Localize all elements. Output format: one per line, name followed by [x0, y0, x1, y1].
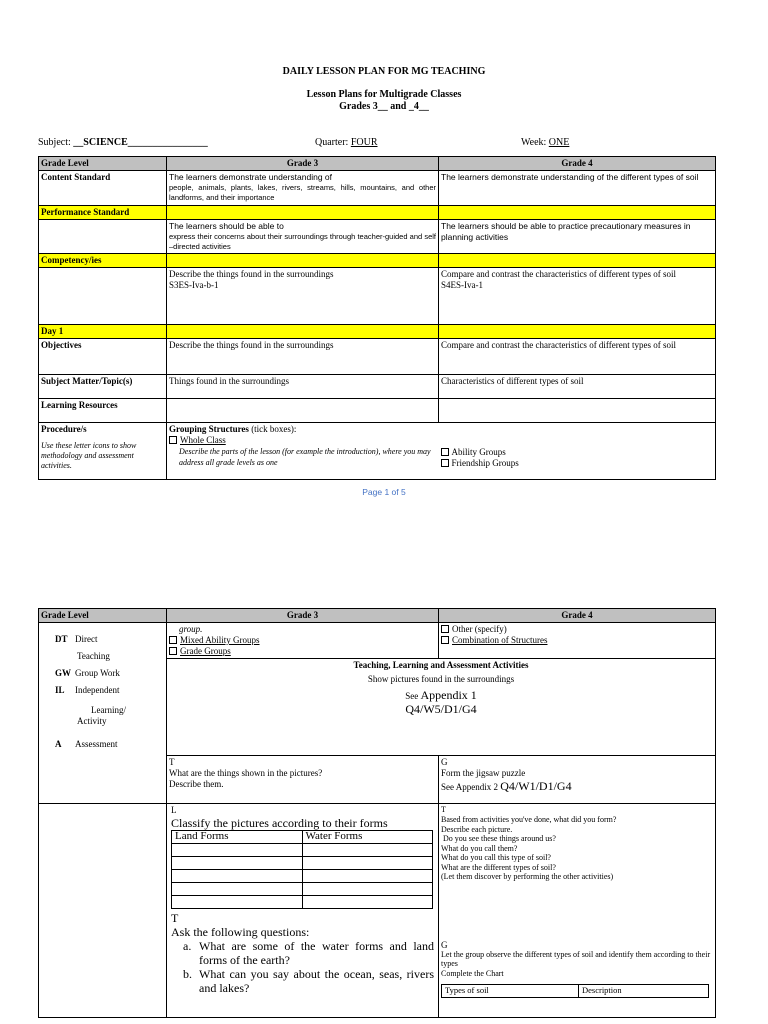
quarter-label: Quarter: [315, 137, 349, 148]
tla-see: See [405, 691, 419, 701]
question-b-text: What can you say about the ocean, seas, rivers and lakes? [199, 967, 434, 995]
competency-g4-line1: Compare and contrast the characteristics of different types of soil [441, 269, 677, 279]
forms-cell[interactable] [302, 883, 433, 896]
l-row-empty [39, 804, 167, 1018]
legend-il [55, 682, 166, 699]
lesson-plan-table-page2 [38, 608, 716, 1018]
legend-code-gw: GW [55, 668, 72, 678]
l-letter-g3: L [171, 805, 177, 815]
legend-a-line1: Assessment [75, 739, 118, 749]
l-row-g3 [167, 804, 439, 1018]
g4-question-line: (Let them discover by performing the other activities) [441, 872, 614, 881]
question-b-marker: b. [183, 967, 192, 981]
forms-header-water: Water Forms [302, 831, 433, 844]
week-value: ONE [548, 137, 570, 148]
forms-cell[interactable] [172, 896, 303, 909]
whole-class-label: Whole Class [180, 435, 226, 445]
performance-standard-label: Performance Standard [39, 206, 167, 220]
forms-cell[interactable] [172, 883, 303, 896]
performance-standard-band-g3 [167, 206, 439, 220]
l-row-g4 [439, 804, 716, 1018]
subject-matter-g3: Things found in the surroundings [167, 375, 439, 399]
subject-value: __SCIENCE________________ [73, 137, 208, 148]
objectives-g4: Compare and contrast the characteristics of different types of soil [439, 339, 716, 375]
ask-questions: Ask the following questions: [171, 925, 310, 939]
col-header-grade4-2: Grade 4 [439, 609, 716, 623]
g4-group-instruction: Let the group observe the different types of soil and identify them according to their types [441, 949, 711, 968]
subject-field [38, 137, 208, 148]
t-row-g4-see: See Appendix 2 [441, 782, 498, 792]
tla-code: Q4/W5/D1/G4 [405, 702, 477, 716]
t-row-g3-q2: Describe them. [169, 779, 224, 789]
content-standard-g3 [167, 171, 439, 206]
question-a [171, 939, 434, 967]
forms-cell[interactable] [172, 844, 303, 857]
whole-class-checkbox[interactable] [169, 436, 177, 444]
friendship-groups-checkbox[interactable] [441, 459, 449, 467]
t-letter-g4: T [441, 805, 446, 814]
forms-cell[interactable] [302, 870, 433, 883]
col-header-grade3-2: Grade 3 [167, 609, 439, 623]
day-label: Day 1 [39, 325, 167, 339]
subject-matter-label: Subject Matter/Topic(s) [39, 375, 167, 399]
day-band-g3 [167, 325, 439, 339]
forms-table [171, 830, 433, 909]
t-row-g4-code: Q4/W1/D1/G4 [500, 779, 572, 793]
objectives-g3: Describe the things found in the surroundings [167, 339, 439, 375]
subject-label: Subject: [38, 137, 71, 148]
legend-code-a: A [55, 739, 62, 749]
soil-chart-table [441, 984, 709, 998]
t-row-g4-line1: Form the jigsaw puzzle [441, 768, 526, 778]
grades-line: Grades 3__ and _4__ [339, 101, 429, 112]
quarter-field [315, 137, 378, 148]
ability-groups-label: Ability Groups [451, 447, 506, 457]
learning-resources-label: Learning Resources [39, 399, 167, 423]
competency-g3 [167, 268, 439, 325]
competency-g4-code: S4ES-Iva-1 [441, 280, 483, 290]
grouping-structures-hint: (tick boxes): [251, 424, 297, 434]
page-number: Page 1 of 5 [362, 487, 406, 497]
subject-matter-g4: Characteristics of different types of soil [439, 375, 716, 399]
tla-cell [167, 659, 716, 756]
t-row-g4 [439, 756, 716, 804]
content-standard-g3-line1: The learners demonstrate understanding of [169, 172, 333, 182]
quarter-value: FOUR [350, 137, 378, 148]
classify-instruction: Classify the pictures according to their forms [171, 816, 388, 830]
other-specify-label: Other (specify) [452, 624, 507, 634]
document-title: DAILY LESSON PLAN FOR MG TEACHING [282, 66, 486, 77]
tla-line1: Show pictures found in the surroundings [367, 674, 515, 684]
t-row-g3-q1: What are the things shown in the pictures? [169, 768, 323, 778]
other-specify-checkbox[interactable] [441, 625, 449, 633]
col-header-grade-level: Grade Level [39, 157, 167, 171]
performance-standard-band-g4 [439, 206, 716, 220]
legend-dt-line1: Direct [75, 634, 98, 644]
tla-appendix: Appendix 1 [420, 688, 477, 702]
col-header-grade-level-2: Grade Level [39, 609, 167, 623]
objectives-label: Objectives [39, 339, 167, 375]
forms-header-land: Land Forms [172, 831, 303, 844]
procedures-label: Procedure/s [41, 424, 87, 434]
grouping-cont-g3 [167, 623, 439, 659]
forms-cell[interactable] [302, 896, 433, 909]
legend-dt-line2: Teaching [77, 651, 110, 661]
legend-gw [55, 665, 166, 682]
combination-checkbox[interactable] [441, 636, 449, 644]
grade-groups-label: Grade Groups [180, 646, 231, 656]
col-header-grade4: Grade 4 [439, 157, 716, 171]
forms-cell[interactable] [172, 857, 303, 870]
g4-question-line: What are the different types of soil? [441, 862, 556, 872]
week-label: Week: [521, 137, 547, 148]
forms-cell[interactable] [172, 870, 303, 883]
ability-groups-checkbox[interactable] [441, 448, 449, 456]
competency-g3-code: S3ES-Iva-b-1 [169, 280, 219, 290]
legend-il-line3: Activity [77, 716, 107, 726]
t-row-g3 [167, 756, 439, 804]
week-field [521, 137, 569, 148]
performance-standard-empty [39, 220, 167, 254]
procedures-cell [39, 423, 167, 480]
procedures-note: Use these letter icons to show methodology and assessment activities. [41, 441, 137, 470]
legend-code-dt: DT [55, 634, 68, 644]
grouping-cont-g4 [439, 623, 716, 659]
grouping-structures-title: Grouping Structures [169, 424, 249, 434]
g-letter-g4-2: G [441, 939, 448, 950]
legend-il-line1: Independent [75, 685, 120, 695]
mixed-ability-checkbox[interactable] [169, 636, 177, 644]
g4-question-line: What do you call them? [441, 843, 518, 853]
competency-label: Competency/ies [39, 254, 167, 268]
legend-il-line2: Learning/ [91, 705, 126, 715]
g4-question-line: Describe each picture. [441, 824, 513, 834]
t-letter-g3: T [169, 757, 175, 767]
competency-g4 [439, 268, 716, 325]
grade-groups-checkbox[interactable] [169, 647, 177, 655]
competency-band-g4 [439, 254, 716, 268]
g4-question-line: Do you see these things around us? [441, 834, 556, 843]
soil-header-description: Description [579, 985, 709, 998]
question-b [171, 967, 434, 995]
soil-header-types: Types of soil [442, 985, 579, 998]
legend-code-il: IL [55, 685, 65, 695]
question-a-marker: a. [183, 939, 192, 953]
lesson-plan-table-page1 [38, 156, 716, 480]
content-standard-g3-line2: people, animals, plants, lakes, rivers, streams, hills, mountains, and other landforms, and their importance [169, 183, 436, 202]
learning-resources-g3 [167, 399, 439, 423]
performance-standard-g4: The learners should be able to practice precautionary measures in planning activities [439, 220, 716, 254]
g-letter-g4: G [441, 757, 448, 767]
tla-title: Teaching, Learning and Assessment Activities [353, 660, 529, 670]
friendship-groups-label: Friendship Groups [451, 458, 519, 468]
performance-standard-g3 [167, 220, 439, 254]
learning-resources-g4 [439, 399, 716, 423]
document-subtitle: Lesson Plans for Multigrade Classes [306, 89, 462, 100]
complete-chart-instruction: Complete the Chart [441, 968, 504, 978]
performance-standard-g3-line1: The learners should be able to [169, 221, 284, 231]
legend-a [55, 739, 166, 750]
day-band-g4 [439, 325, 716, 339]
question-a-text: What are some of the water forms and land forms of the earth? [199, 939, 434, 967]
competency-g3-line1: Describe the things found in the surroundings [169, 269, 334, 279]
mixed-ability-label: Mixed Ability Groups [180, 635, 260, 645]
g4-question-line: Based from activities you've done, what did you form? [441, 815, 617, 824]
competency-empty [39, 268, 167, 325]
g4-question-line: What do you call this type of soil? [441, 853, 551, 862]
whole-class-description: Describe the parts of the lesson (for example the introduction), where you may address all grade levels as one [179, 447, 431, 467]
content-standard-label: Content Standard [39, 171, 167, 206]
col-header-grade3: Grade 3 [167, 157, 439, 171]
content-standard-g4: The learners demonstrate understanding of the different types of soil [439, 171, 716, 206]
forms-cell[interactable] [302, 857, 433, 870]
grouping-structures-cell [167, 423, 439, 480]
legend-gw-line1: Group Work [75, 668, 120, 678]
performance-standard-g3-line2: express their concerns about their surroundings through teacher-guided and self –directed activities [169, 232, 436, 251]
forms-cell[interactable] [302, 844, 433, 857]
legend-dt [55, 631, 166, 648]
combination-label: Combination of Structures [452, 635, 548, 645]
legend-cell [39, 623, 167, 804]
competency-band-g3 [167, 254, 439, 268]
t-letter-g3-2: T [171, 911, 179, 925]
group-continuation: group. [179, 624, 203, 634]
grouping-structures-cell-right [439, 423, 716, 480]
